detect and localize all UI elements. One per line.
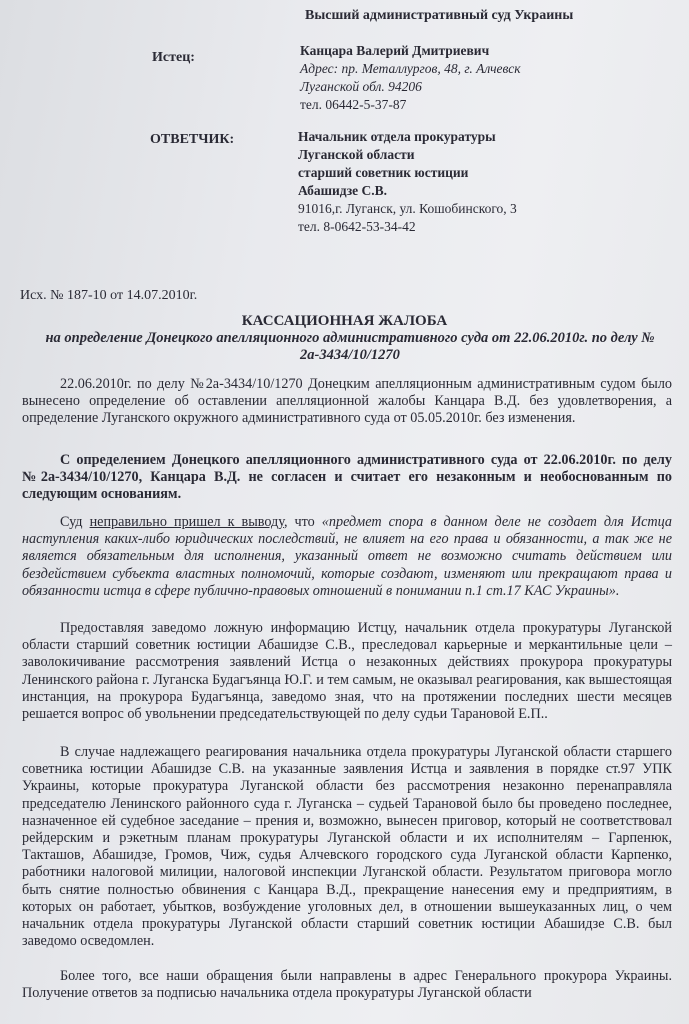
- defendant-line-3: старший советник юстиции: [298, 165, 469, 180]
- court-name: Высший административный суд Украины: [305, 8, 574, 23]
- paragraph-1: [22, 376, 672, 428]
- plaintiff-address-1: Адрес: пр. Металлургов, 48, г. Алчевск: [300, 61, 521, 76]
- paragraph-4: [22, 620, 672, 723]
- paragraph-4-text: Предоставляя заведомо ложную информацию Истцу, начальник отдела прокуратуры Луганской области старший советник юстиции Абашидзе С.В., преследовал карьерные и меркантильные цели – заволокичивание рассмотрения заявлений Истца о незаконных действиях прокурора прокуратуры Ленинского района г. Луганска Будагъянца Ю.Г. и тем самым, не оказывал реагирования, как вышестоящая инстанция, на прокурора Будагъянца, заведомо зная, что на протяжении последних шести месяцев решается вопрос об увольнении председательствующей по делу судьи Тарановой Е.П..: [22, 620, 672, 723]
- plaintiff-phone: тел. 06442-5-37-87: [300, 97, 407, 112]
- plaintiff-name: Канцара Валерий Дмитриевич: [300, 43, 490, 58]
- paragraph-3-quote: «предмет спора в данном деле не создает для Истца наступления каких-либо юридических последствий, не влияет на его права и обязанности, а так же не является обязательным для исполнения, указанный ответ не возможно считать действием или бездействием субъекта властных полномочий, которые создают, изменяют или прекращают права и обязанности истца в сфере публично-правовых отношений в понимании п.1 ст.17 КАС Украины».: [22, 514, 672, 599]
- document-subtitle: на определение Донецкого апелляционного административного суда от 22.06.2010г. по делу № 2а-3434/10/1270: [45, 330, 655, 363]
- plaintiff-block: [300, 42, 521, 114]
- paragraph-5: [22, 744, 672, 950]
- plaintiff-label: Истец:: [152, 50, 195, 65]
- paragraph-6-text: Более того, все наши обращения были направлены в адрес Генерального прокурора Украины. Получение ответов за подписью начальника отдела прокуратуры Луганской области: [22, 968, 672, 1002]
- paragraph-1-text: 22.06.2010г. по делу №2а-3434/10/1270 Донецким апелляционным административным судом было вынесено определение об оставлении апелляционной жалобы Канцара В.Д. без удовлетворения, а определение Луганского окружного административного суда от 05.05.2010г. без изменения.: [22, 376, 672, 427]
- plaintiff-address-2: Луганской обл. 94206: [300, 79, 422, 94]
- defendant-label: ОТВЕТЧИК:: [150, 132, 235, 147]
- defendant-block: [298, 128, 517, 236]
- paragraph-3-text: [22, 514, 672, 600]
- paragraph-3-start: Суд: [60, 514, 90, 530]
- outgoing-reference: Исх. № 187-10 от 14.07.2010г.: [20, 288, 198, 303]
- defendant-phone: тел. 8-0642-53-34-42: [298, 219, 416, 234]
- paragraph-3-mid: , что: [283, 514, 322, 530]
- document-title: КАССАЦИОННАЯ ЖАЛОБА: [241, 313, 448, 329]
- paragraph-2: [22, 452, 672, 504]
- paragraph-3: [22, 514, 672, 600]
- defendant-address: 91016,г. Луганск, ул. Кошобинского, 3: [298, 201, 517, 216]
- defendant-line-4: Абашидзе С.В.: [298, 183, 388, 198]
- paragraph-2-text: С определением Донецкого апелляционного административного суда от 22.06.2010г. по делу №2а-3434/10/1270, Канцара В.Д. не согласен и считает его незаконным и необоснованным по следующим основаниям.: [22, 452, 672, 503]
- defendant-line-2: Луганской области: [298, 147, 415, 162]
- paragraph-5-text: В случае надлежащего реагирования начальника отдела прокуратуры Луганской области старшего советника юстиции Абашидзе С.В. на указанные заявления Истца и заявления в порядке ст.97 УПК Украины, которые прокуратура Луганской области без рассмотрения незаконно перенаправляла председателю Ленинского районного суда г. Луганска – судьей Тарановой было бы проведено последнее, назначенное ей судебное заседание – прения и, возможно, вынесен приговор, который не соответствовал рейдерским и рэкетным планам прокуратуры Луганской области и их исполнителям – Гарпенюк, Такташов, Абашидзе, Громов, Чиж, судья Алчевского городского суда Луганской области Карпенко, работники налоговой милиции, налоговой инспекции Луганской области. Результатом приговора могло быть снятие полностью обвинения с Канцара В.Д., прекращение нанесения ему и предприятиям, в которых он работает, убытков, возбуждение уголовных дел, в отношении вышеуказанных лиц, о чем начальник отдела прокуратуры Луганской области старший советник юстиции Абашидзе С.В. был заведомо осведомлен.: [22, 744, 672, 950]
- paragraph-3-underlined: неправильно пришел к выводу: [89, 514, 284, 530]
- paragraph-6: [22, 968, 672, 1002]
- defendant-line-1: Начальник отдела прокуратуры: [298, 129, 496, 144]
